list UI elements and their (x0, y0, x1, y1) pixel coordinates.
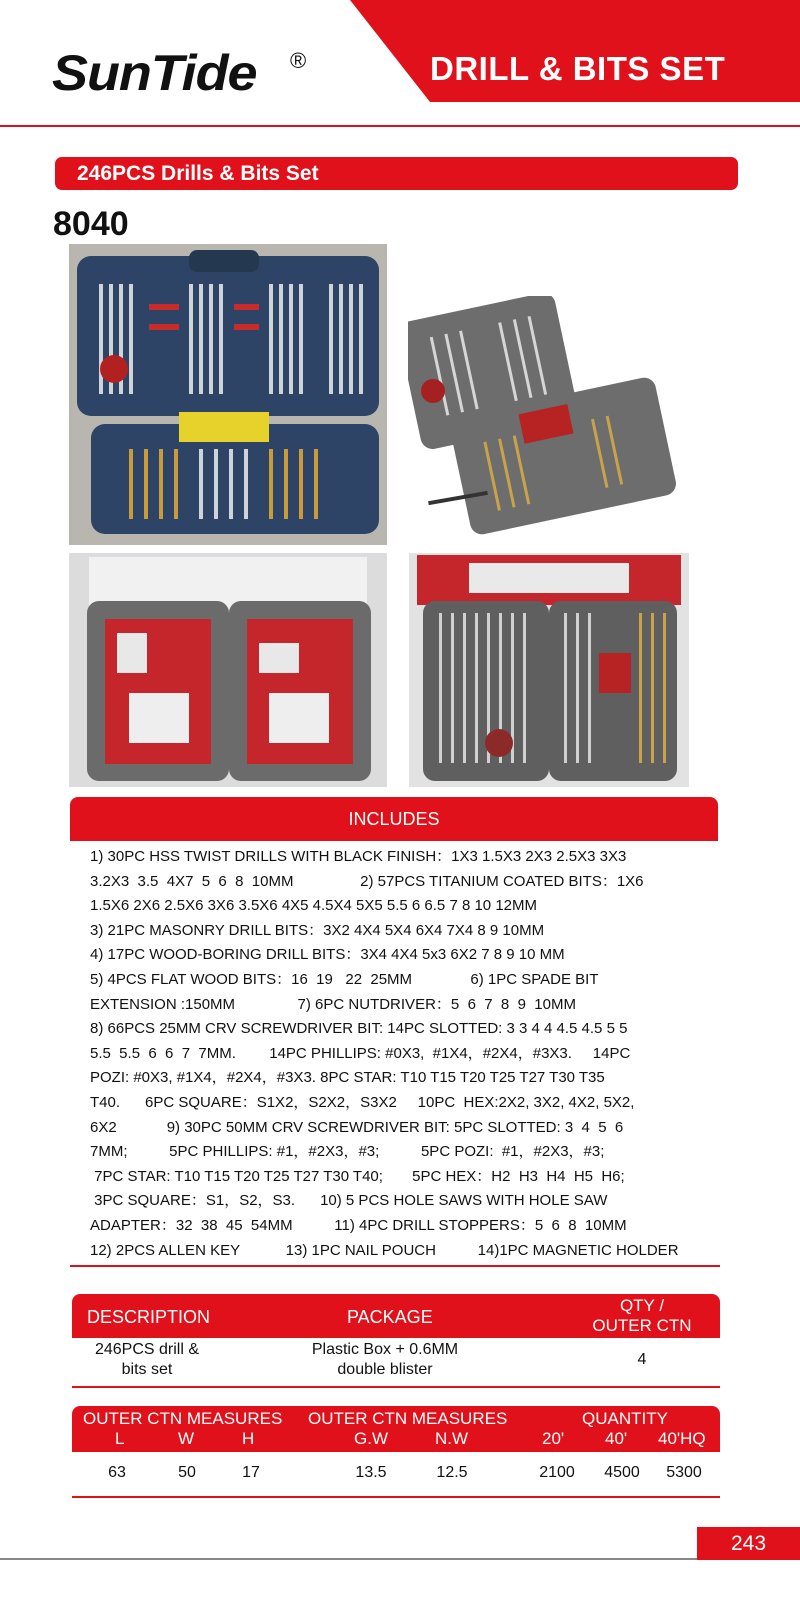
sub-l: L (115, 1429, 125, 1448)
row-package-l2: double blister (337, 1361, 433, 1378)
includes-line: 4) 17PC WOOD-BORING DRILL BITS：3X4 4X4 5x3 6X2 7 8 9 10 MM (90, 946, 565, 964)
table1-divider (72, 1386, 720, 1388)
footer-divider (0, 1558, 800, 1560)
includes-line: 5) 4PCS FLAT WOOD BITS：16 19 22 25MM 6) 1PC SPADE BIT (90, 970, 599, 988)
val-40hq: 5300 (666, 1464, 702, 1481)
val-l: 63 (108, 1464, 126, 1481)
includes-line: 7MM; 5PC PHILLIPS: #1，#2X3，#3; 5PC POZI: #1，#2X3，#3; (90, 1143, 605, 1161)
group-quantity: QUANTITY (582, 1409, 668, 1428)
header-divider (0, 125, 800, 127)
photo-open-case-grey (408, 296, 678, 536)
row-description-l1: 246PCS drill & (94, 1341, 200, 1358)
group-measures: OUTER CTN MEASURES (83, 1409, 283, 1428)
sub-gw: G.W (354, 1429, 388, 1448)
col-qty-l2: OUTER CTN (592, 1316, 692, 1335)
sub-nw: N.W (435, 1429, 469, 1448)
row-description-l2: bits set (121, 1361, 173, 1378)
includes-line: 12) 2PCS ALLEN KEY 13) 1PC NAIL POUCH 14)1PC MAGNETIC HOLDER (90, 1241, 679, 1259)
table2-divider (72, 1496, 720, 1498)
val-nw: 12.5 (436, 1464, 468, 1481)
val-20: 2100 (539, 1464, 575, 1481)
val-h: 17 (242, 1464, 260, 1481)
includes-line: ADAPTER：32 38 45 54MM 11) 4PC DRILL STOPPERS：5 6 8 10MM (90, 1216, 627, 1234)
includes-list (90, 845, 730, 1263)
includes-line: POZI: #0X3, #1X4，#2X4，#3X3. 8PC STAR: T10 T15 T20 T25 T27 T30 T35 (90, 1069, 605, 1087)
includes-line: EXTENSION :150MM 7) 6PC NUTDRIVER：5 6 7 8 9 10MM (90, 995, 576, 1013)
photo-packaged-open (409, 553, 689, 787)
table2-header (72, 1406, 720, 1452)
photo-open-case-blue (69, 244, 387, 545)
col-package: PACKAGE (347, 1307, 433, 1327)
sub-40: 40' (605, 1429, 628, 1448)
sub-h: H (242, 1429, 255, 1448)
includes-line: 3PC SQUARE：S1，S2，S3. 10) 5 PCS HOLE SAWS WITH HOLE SAW (90, 1192, 608, 1210)
val-40: 4500 (604, 1464, 640, 1481)
includes-line: 5.5 5.5 6 6 7 7MM. 14PC PHILLIPS: #0X3, #1X4，#2X4，#3X3. 14PC (90, 1044, 631, 1062)
includes-heading: INCLUDES (70, 797, 718, 841)
includes-line: T40. 6PC SQUARE：S1X2，S2X2，S3X2 10PC HEX:2X2, 3X2, 4X2, 5X2, (90, 1093, 635, 1111)
includes-line: 7PC STAR: T10 T15 T20 T25 T27 T30 T40; 5PC HEX：H2 H3 H4 H5 H6; (90, 1167, 625, 1185)
header-title: DRILL & BITS SET (430, 50, 726, 87)
product-name-bar: 246PCS Drills & Bits Set (55, 157, 738, 190)
val-gw: 13.5 (355, 1464, 387, 1481)
includes-divider (70, 1265, 720, 1267)
photo-packaged-front (69, 553, 387, 787)
includes-line: 3) 21PC MASONRY DRILL BITS：3X2 4X4 5X4 6X4 7X4 8 9 10MM (90, 921, 545, 939)
group-weights: OUTER CTN MEASURES (308, 1409, 508, 1428)
sub-w: W (178, 1429, 195, 1448)
includes-line: 1.5X6 2X6 2.5X6 3X6 3.5X6 4X5 4.5X4 5X5 5.5 6 6.5 7 8 10 12MM (90, 897, 537, 915)
val-w: 50 (178, 1464, 196, 1481)
sub-40hq: 40'HQ (658, 1429, 706, 1448)
includes-line: 1) 30PC HSS TWIST DRILLS WITH BLACK FINISH：1X3 1.5X3 2X3 2.5X3 3X3 (90, 848, 627, 865)
page-number: 243 (697, 1527, 800, 1560)
brand-logo: SunTide (52, 45, 257, 101)
includes-line: 6X2 9) 30PC 50MM CRV SCREWDRIVER BIT: 5PC SLOTTED: 3 4 5 6 (90, 1118, 624, 1136)
row-qty: 4 (637, 1351, 647, 1368)
sub-20: 20' (542, 1429, 565, 1448)
includes-line: 3.2X3 3.5 4X7 5 6 8 10MM 2) 57PCS TITANIUM COATED BITS：1X6 (90, 872, 644, 890)
row-package-l1: Plastic Box + 0.6MM (311, 1341, 459, 1358)
col-qty-l1: QTY / (619, 1296, 665, 1315)
includes-line: 8) 66PCS 25MM CRV SCREWDRIVER BIT: 14PC SLOTTED: 3 3 4 4 4.5 4.5 5 5 (90, 1020, 628, 1038)
registered-mark: ® (290, 48, 307, 73)
product-code: 8040 (53, 205, 129, 243)
table1-header (72, 1294, 720, 1338)
col-description: DESCRIPTION (87, 1307, 211, 1327)
